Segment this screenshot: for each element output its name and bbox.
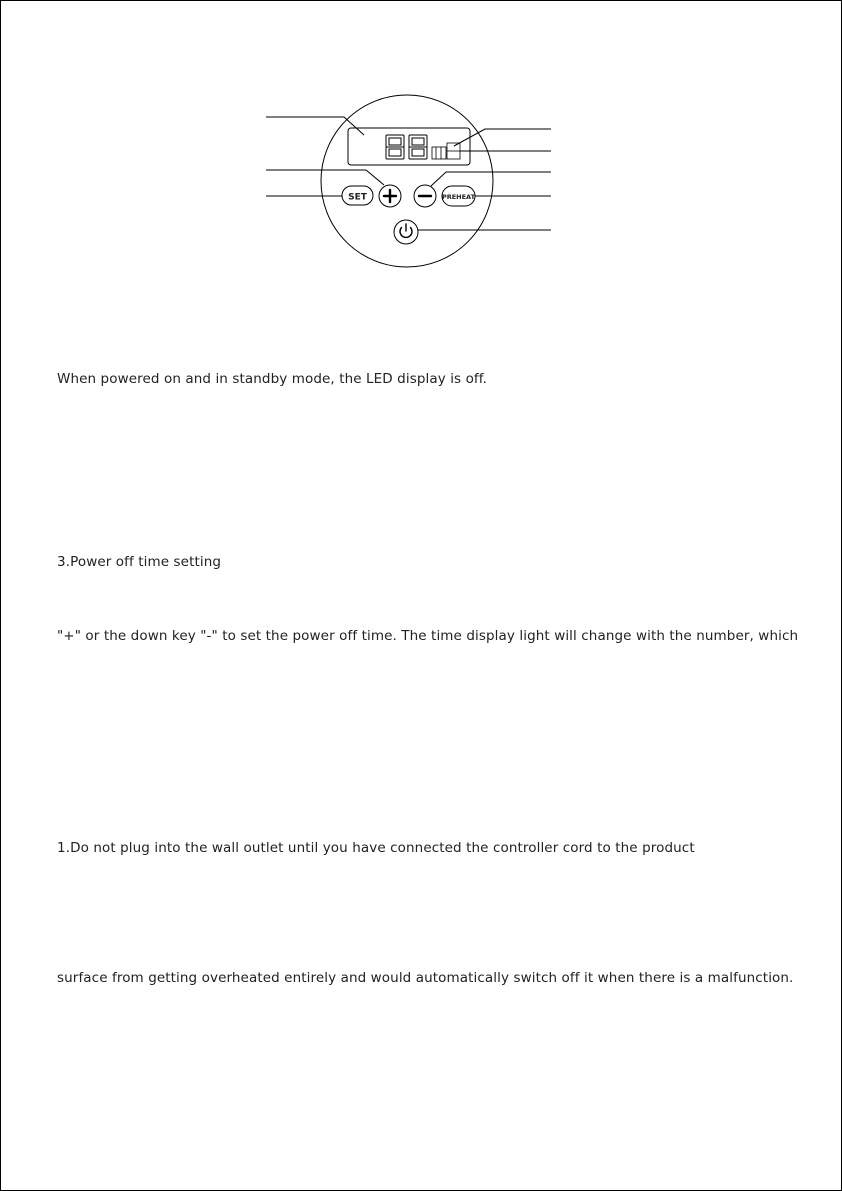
- plus-button[interactable]: [379, 185, 401, 207]
- set-button[interactable]: [342, 186, 373, 205]
- warning-item-1: 1.Do not plug into the wall outlet until you have connected the controller cord to the product: [57, 840, 695, 856]
- set-button-label: SET: [348, 192, 367, 203]
- led-digits: [386, 135, 427, 159]
- section-heading-power-off: 3.Power off time setting: [57, 554, 222, 570]
- power-off-instruction: "+" or the down key "-" to set the power off time. The time display light will change with the number, which: [57, 628, 799, 644]
- preheat-button-label: PREHEAT: [441, 193, 476, 201]
- control-panel-diagram: [0, 0, 842, 300]
- minus-button[interactable]: [414, 185, 436, 207]
- preheat-button[interactable]: [442, 186, 476, 206]
- standby-description: When powered on and in standby mode, the LED display is off.: [57, 371, 488, 387]
- power-button[interactable]: [394, 220, 418, 244]
- overheat-protection-text: surface from getting overheated entirely and would automatically switch off it when there is a malfunction.: [57, 970, 794, 986]
